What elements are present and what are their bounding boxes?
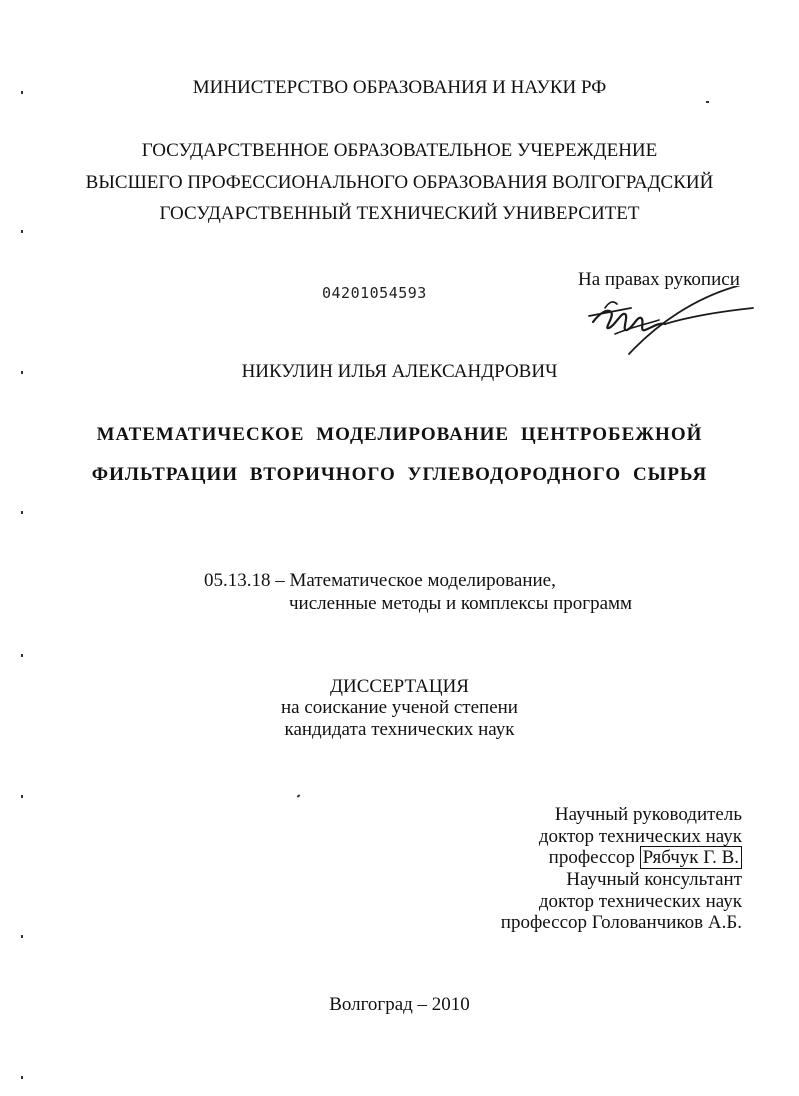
scan-speck — [21, 91, 23, 94]
specialty-code-line: 05.13.18 – Математическое моделирование, — [204, 570, 556, 591]
consultant-role: Научный консультант — [566, 869, 742, 890]
city-year: Волгоград – 2010 — [329, 994, 470, 1015]
scan-speck — [21, 1076, 23, 1079]
degree-purpose-line: на соискание ученой степени — [281, 697, 518, 718]
institution-line-2: ВЫСШЕГО ПРОФЕССИОНАЛЬНОГО ОБРАЗОВАНИЯ ВОЛГОГРАДСКИЙ — [85, 172, 714, 193]
degree-name-line: кандидата технических наук — [284, 719, 515, 740]
supervisor-degree: доктор технических наук — [538, 826, 742, 847]
consultant-line: профессор Голованчиков А.Б. — [500, 912, 742, 933]
manuscript-rights: На правах рукописи — [578, 269, 740, 290]
scan-speck — [706, 101, 709, 103]
scan-speck — [21, 935, 23, 938]
supervisor-title-line — [549, 847, 742, 869]
dissertation-title-line-2: ФИЛЬТРАЦИИ ВТОРИЧНОГО УГЛЕВОДОРОДНОГО СЫРЬЯ — [91, 464, 708, 485]
scan-speck — [21, 511, 23, 514]
scan-speck — [21, 230, 23, 233]
specialty-description-line: численные методы и комплексы программ — [289, 593, 633, 614]
supervisor-title: профессор — [548, 847, 635, 868]
signature-image — [585, 286, 760, 356]
supervisor-role: Научный руководитель — [554, 804, 742, 825]
scan-speck — [297, 794, 301, 797]
institution-line-3: ГОСУДАРСТВЕННЫЙ ТЕХНИЧЕСКИЙ УНИВЕРСИТЕТ — [159, 203, 640, 224]
dissertation-heading: ДИССЕРТАЦИЯ — [330, 676, 469, 697]
scan-speck — [21, 654, 23, 657]
scan-speck — [21, 795, 23, 798]
author-name: НИКУЛИН ИЛЬЯ АЛЕКСАНДРОВИЧ — [241, 361, 558, 382]
institution-line-1: ГОСУДАРСТВЕННОЕ ОБРАЗОВАТЕЛЬНОЕ УЧЕРЕЖДЕНИЕ — [141, 140, 658, 161]
ministry-name: МИНИСТЕРСТВО ОБРАЗОВАНИЯ И НАУКИ РФ — [192, 77, 607, 98]
supervisor-name: Рябчук Г. В. — [640, 846, 742, 869]
dissertation-title-line-1: МАТЕМАТИЧЕСКОЕ МОДЕЛИРОВАНИЕ ЦЕНТРОБЕЖНОЙ — [96, 424, 703, 445]
registration-number: 04201054593 — [322, 284, 427, 302]
consultant-degree: доктор технических наук — [538, 891, 742, 912]
scan-speck — [21, 371, 23, 374]
